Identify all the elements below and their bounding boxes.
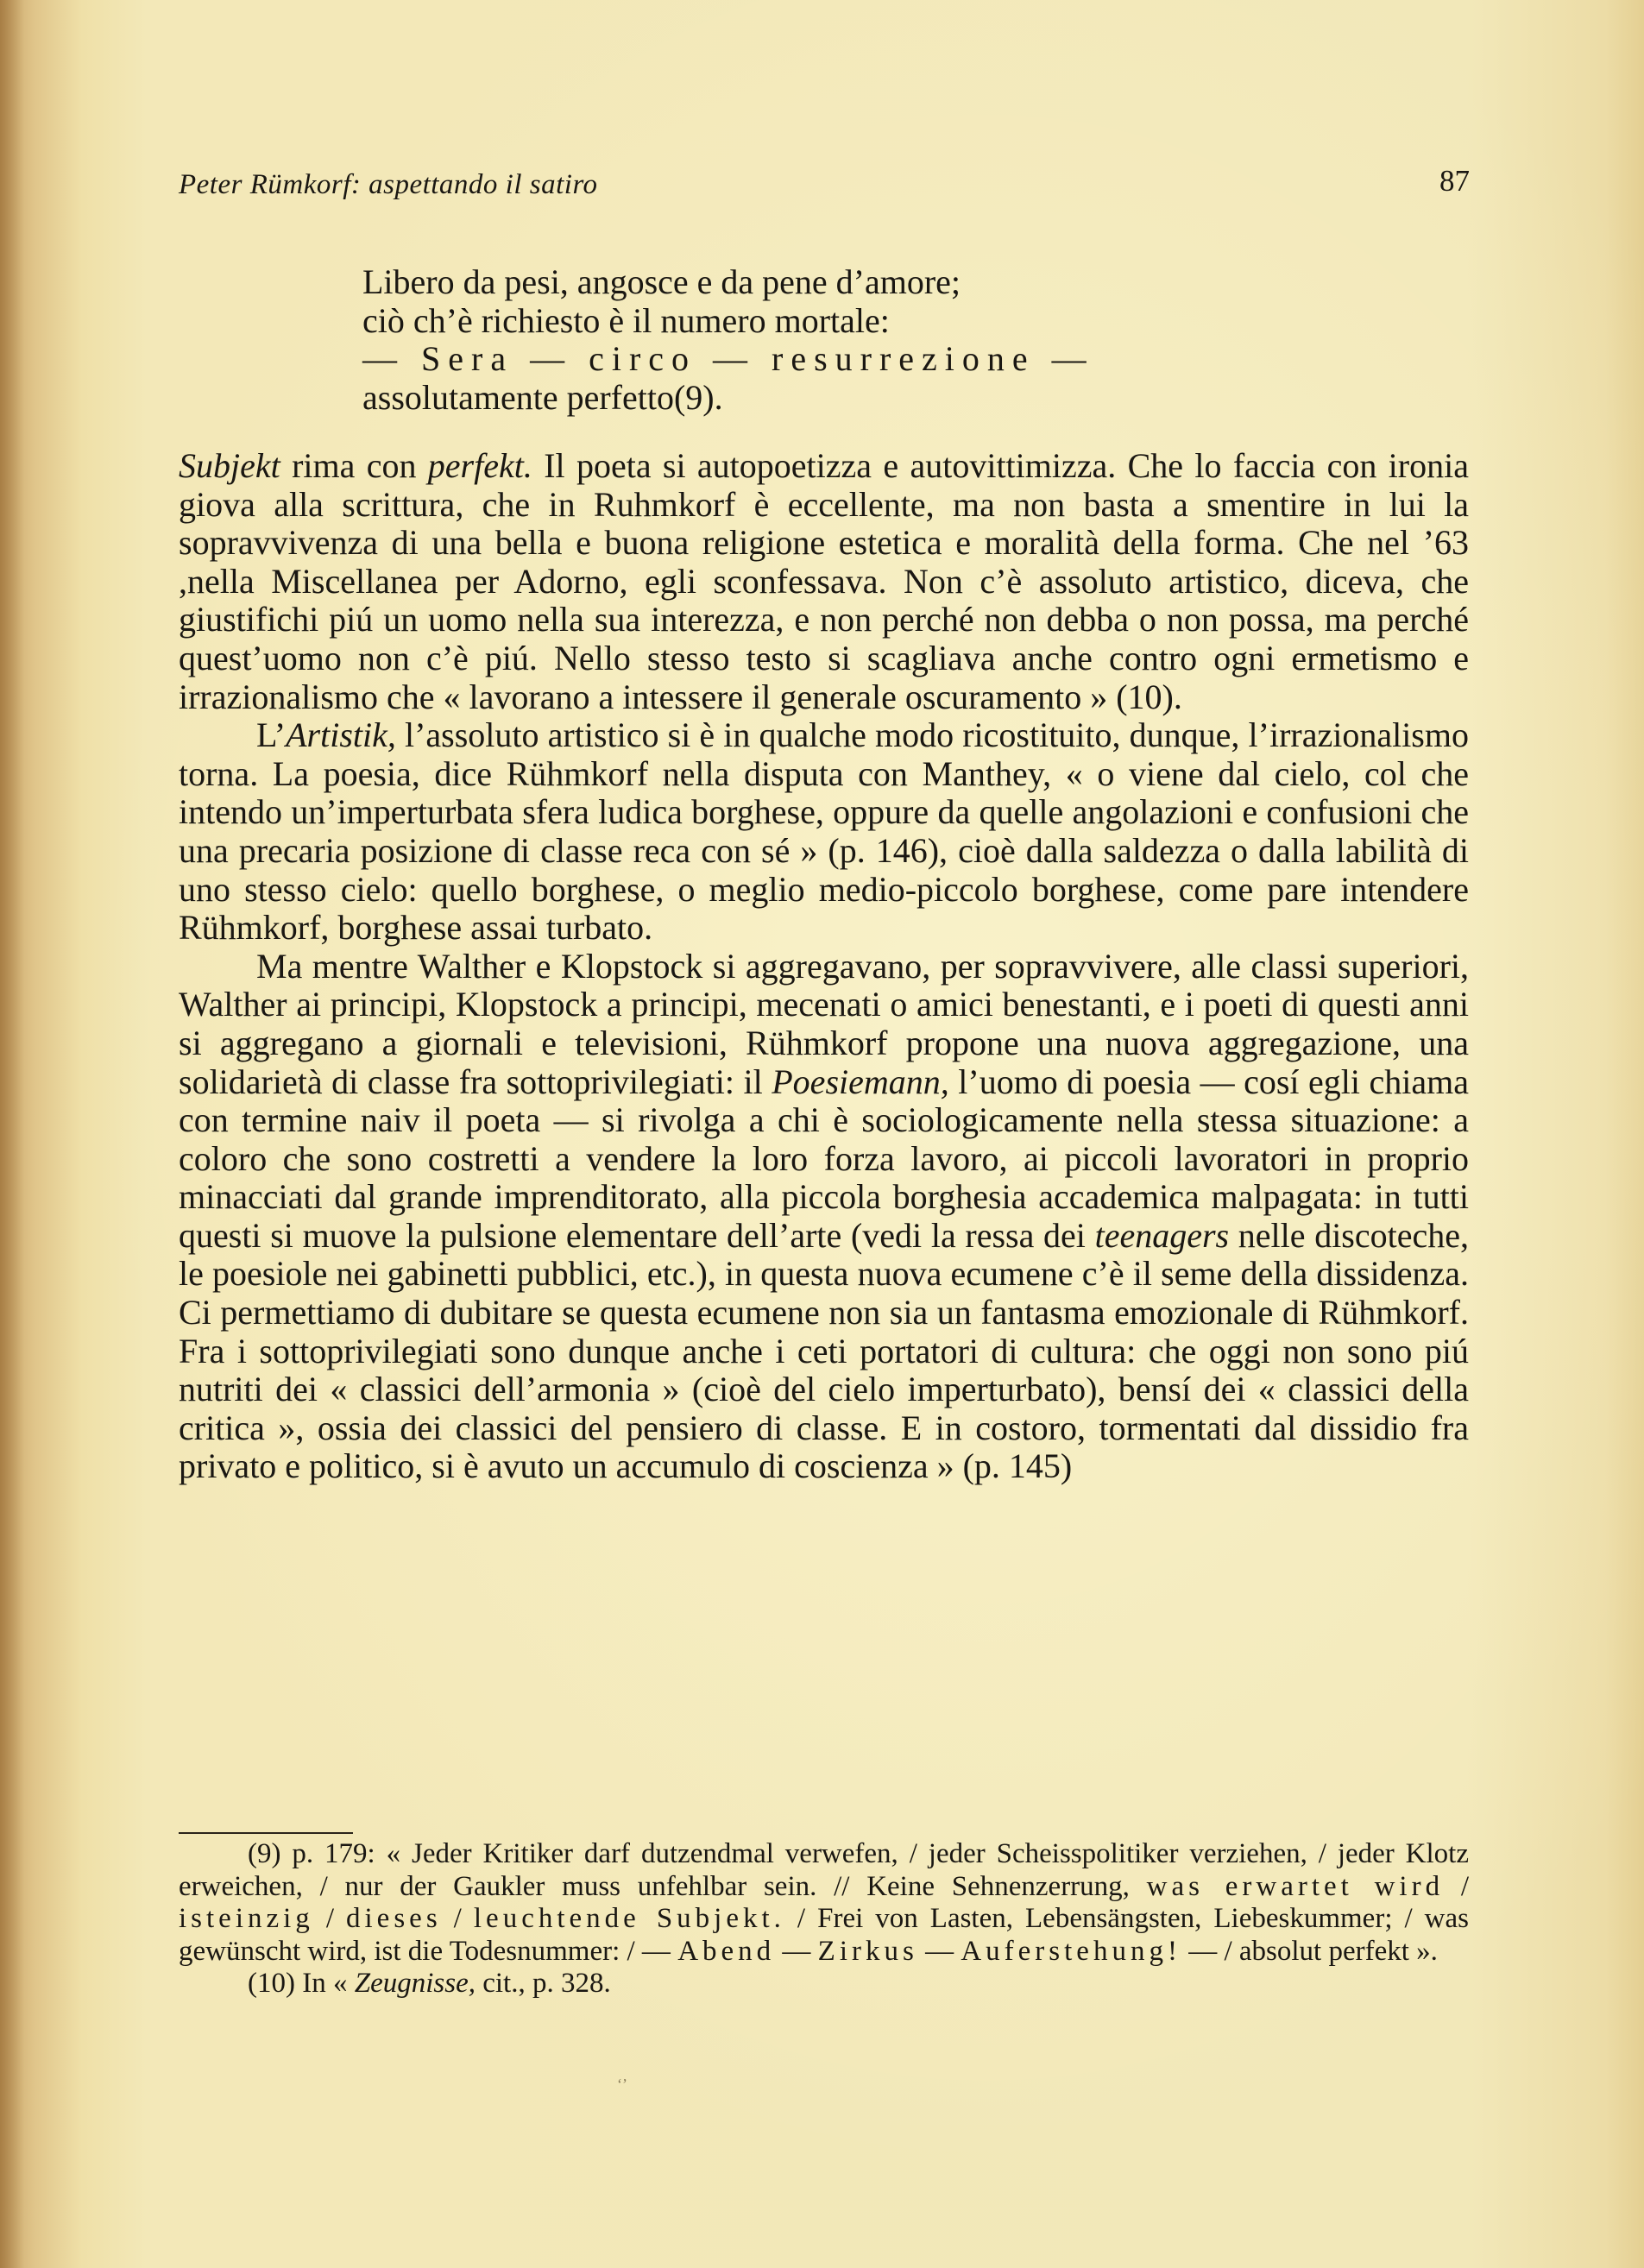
running-head: Peter Rümkorf: aspettando il satiro [179,169,598,200]
page-gutter-shadow [0,0,24,2268]
verse-quote [362,263,1094,417]
spaced-text: Zirkus [817,1935,918,1967]
footnotes [179,1838,1469,2000]
verse-line: — Sera — circo — resurrezione — [362,339,1094,378]
text-run: Il poeta si autopoetizza e autovittimizza. Che lo faccia con ironia giova alla scrittura, che in Ruhmkorf è eccellente, ma non basta a smentire in lui la sopravvivenza di una bella e buona religione estetica e moralità della forma. Che nel ’63 ,nella Miscellanea per Adorno, egli sconfessava. Non c’è assoluto artistico, diceva, che giustifichi piú un uomo nella sua interezza, e non perché non debba o non possa, ma perché quest’uomo non c’è piú. Nello stesso testo si scagliava anche contro ogni ermetismo e irrazionalismo che « lavorano a intessere il generale oscuramento » (10). [179,446,1469,716]
paragraph [179,716,1469,948]
footnote-9 [179,1838,1469,1968]
verse-line: assolutamente perfetto(9). [362,377,723,417]
italic-term: teenagers [1094,1215,1230,1255]
italic-term: Zeugnisse, [354,1968,476,1999]
text-run: (9) p. 179: « Jeder Kritiker darf dutzendmal verwefen, / jeder Scheisspolitiker verziehen, / jeder Klotz erweichen, / nur der Gaukler muss unfehlbar sein. // Keine Sehnenzerrung, [179,1838,1469,1902]
text-run: — / absolut perfekt ». [1181,1935,1438,1967]
footnote-rule [179,1832,353,1834]
paragraph [179,447,1469,716]
spaced-text: dieses [346,1903,442,1934]
page-number: 87 [1439,164,1470,198]
spaced-text: was erwartet wird [1146,1870,1445,1902]
italic-term: perfekt. [427,446,532,485]
body-text [179,447,1469,1486]
italic-term: Artistik, [286,715,396,755]
text-run: / Frei von Lasten, Lebensängsten, Liebeskummer; / was gewünscht wird, ist die Todesnummer: / — [179,1903,1470,1967]
text-run: rima con [280,446,428,485]
spaced-text: Auferstehung! [961,1935,1181,1967]
text-run: / [441,1903,474,1934]
text-run: l’uomo di poesia — cosí egli chiama con termine naiv il poeta — si rivolga a chi è sociologicamente nella stessa situazione: a coloro che sono costretti a vendere la loro forza lavoro, ai piccoli lavoratori in proprio minacciati dal grande imprenditorato, alla piccola borghesia accademica malpagata: in tutti questi si muove la pulsione elementare dell’arte (vedi la ressa dei [179,1062,1469,1255]
paragraph [179,948,1469,1486]
text-run: / [313,1903,347,1934]
verse-line: ciò ch’è richiesto è il numero mortale: [362,300,890,340]
spaced-text: isteinzig [179,1903,314,1934]
text-run: cit., p. 328. [475,1968,611,1999]
spaced-text: Abend [677,1935,776,1967]
text-run: (10) In « [248,1968,355,1999]
text-run: L’ [256,715,287,755]
verse-line: Libero da pesi, angosce e da pene d’amore; [362,262,961,301]
text-run: — [775,1935,818,1967]
text-run: Ma mentre Walther e Klopstock si aggregavano, per sopravvivere, alle classi superiori, Walther ai principi, Klopstock a principi, mecenati o amici benestanti, e i poeti di questi anni si aggregano a giornali e televisioni, Rühmkorf propone una nuova aggregazione, una solidarietà di classe fra sottoprivilegiati: il [179,946,1469,1101]
text-run: — [917,1935,961,1967]
text-run: / [1444,1870,1469,1902]
text-run: nelle discoteche, le poesiole nei gabinetti pubblici, etc.), in questa nuova ecumene c’è il seme della dissidenza. Ci permettiamo di dubitare se questa ecumene non sia un fantasma emozionale di Rühmkorf. Fra i sottoprivilegiati sono dunque anche i ceti portatori di cultura: che oggi non sono piú nutriti dei « classici dell’armonia » (cioè del cielo imperturbato), bensí dei « classici della critica », ossia dei classici del pensiero di classe. E in costoro, tormentati dal dissidio fra privato e politico, si è avuto un accumulo di coscienza » (p. 145) [179,1215,1470,1486]
footnote-10 [179,1968,1469,2000]
italic-term: Subjekt [179,446,280,485]
spaced-text: leuchtende Subjekt. [473,1903,785,1934]
text-run: l’assoluto artistico si è in qualche modo ricostituito, dunque, l’irrazionalismo torna. La poesia, dice Rühmkorf nella disputa con Manthey, « o viene dal cielo, col che intendo un’imperturbata sfera ludica borghese, oppure da quelle angolazioni e confusioni che una precaria posizione di classe reca con sé » (p. 146), cioè dalla saldezza o dalla labilità di uno stesso cielo: quello borghese, o meglio medio-piccolo borghese, come pare intendere Rühmkorf, borghese assai turbato. [179,715,1469,948]
italic-term: Poesiemann, [772,1062,949,1101]
ink-smudge: ʻʼ [617,2076,627,2093]
